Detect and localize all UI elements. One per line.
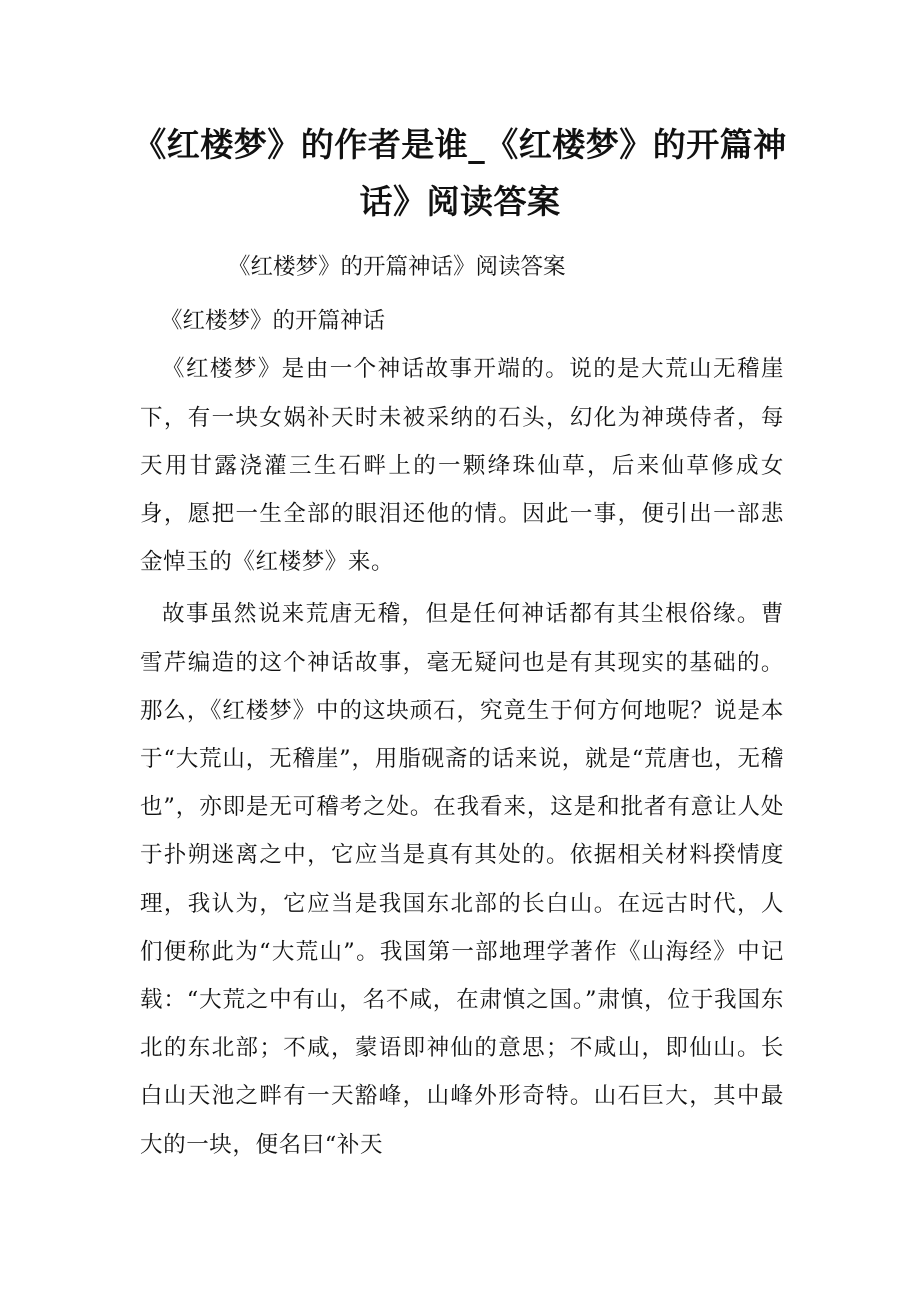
paragraph-1: 《红楼梦》是由一个神话故事开端的。说的是大荒山无稽崖下，有一块女娲补天时未被采纳的石头，幻化为神瑛侍者，每天用甘露浇灌三生石畔上的一颗绛珠仙草，后来仙草修成女身，愿把一生全部的眼泪还他的情。因此一事，便引出一部悲金悼玉的《红楼梦》来。 [140, 356, 784, 576]
document-subtitle: 《红楼梦》的开篇神话》阅读答案 [228, 254, 566, 280]
document-body [140, 243, 784, 1169]
section-heading: 《红楼梦》的开篇神话 [160, 308, 386, 335]
paragraph-2: 故事虽然说来荒唐无稽，但是任何神话都有其尘根俗缘。曹雪芹编造的这个神话故事，毫无疑问也是有其现实的基础的。那么，《红楼梦》中的这块顽石，究竟生于何方何地呢？说是本于“大荒山，无稽崖”，用脂砚斋的话来说，就是“荒唐也，无稽也”，亦即是无可稽考之处。在我看来，这是和批者有意让人处于扑朔迷离之中，它应当是真有其处的。依据相关材料揆情度理，我认为，它应当是我国东北部的长白山。在远古时代，人们便称此为“大荒山”。我国第一部地理学著作《山海经》中记载：“大荒之中有山，名不咸，在肃慎之国。”肃慎，位于我国东北的东北部；不咸，蒙语即神仙的意思；不咸山，即仙山。长白山天池之畔有一天豁峰，山峰外形奇特。山石巨大，其中最大的一块，便名曰“补天 [140, 601, 784, 1158]
document-title: 《红楼梦》的作者是谁_《红楼梦》的开篇神话》阅读答案 [133, 125, 787, 221]
